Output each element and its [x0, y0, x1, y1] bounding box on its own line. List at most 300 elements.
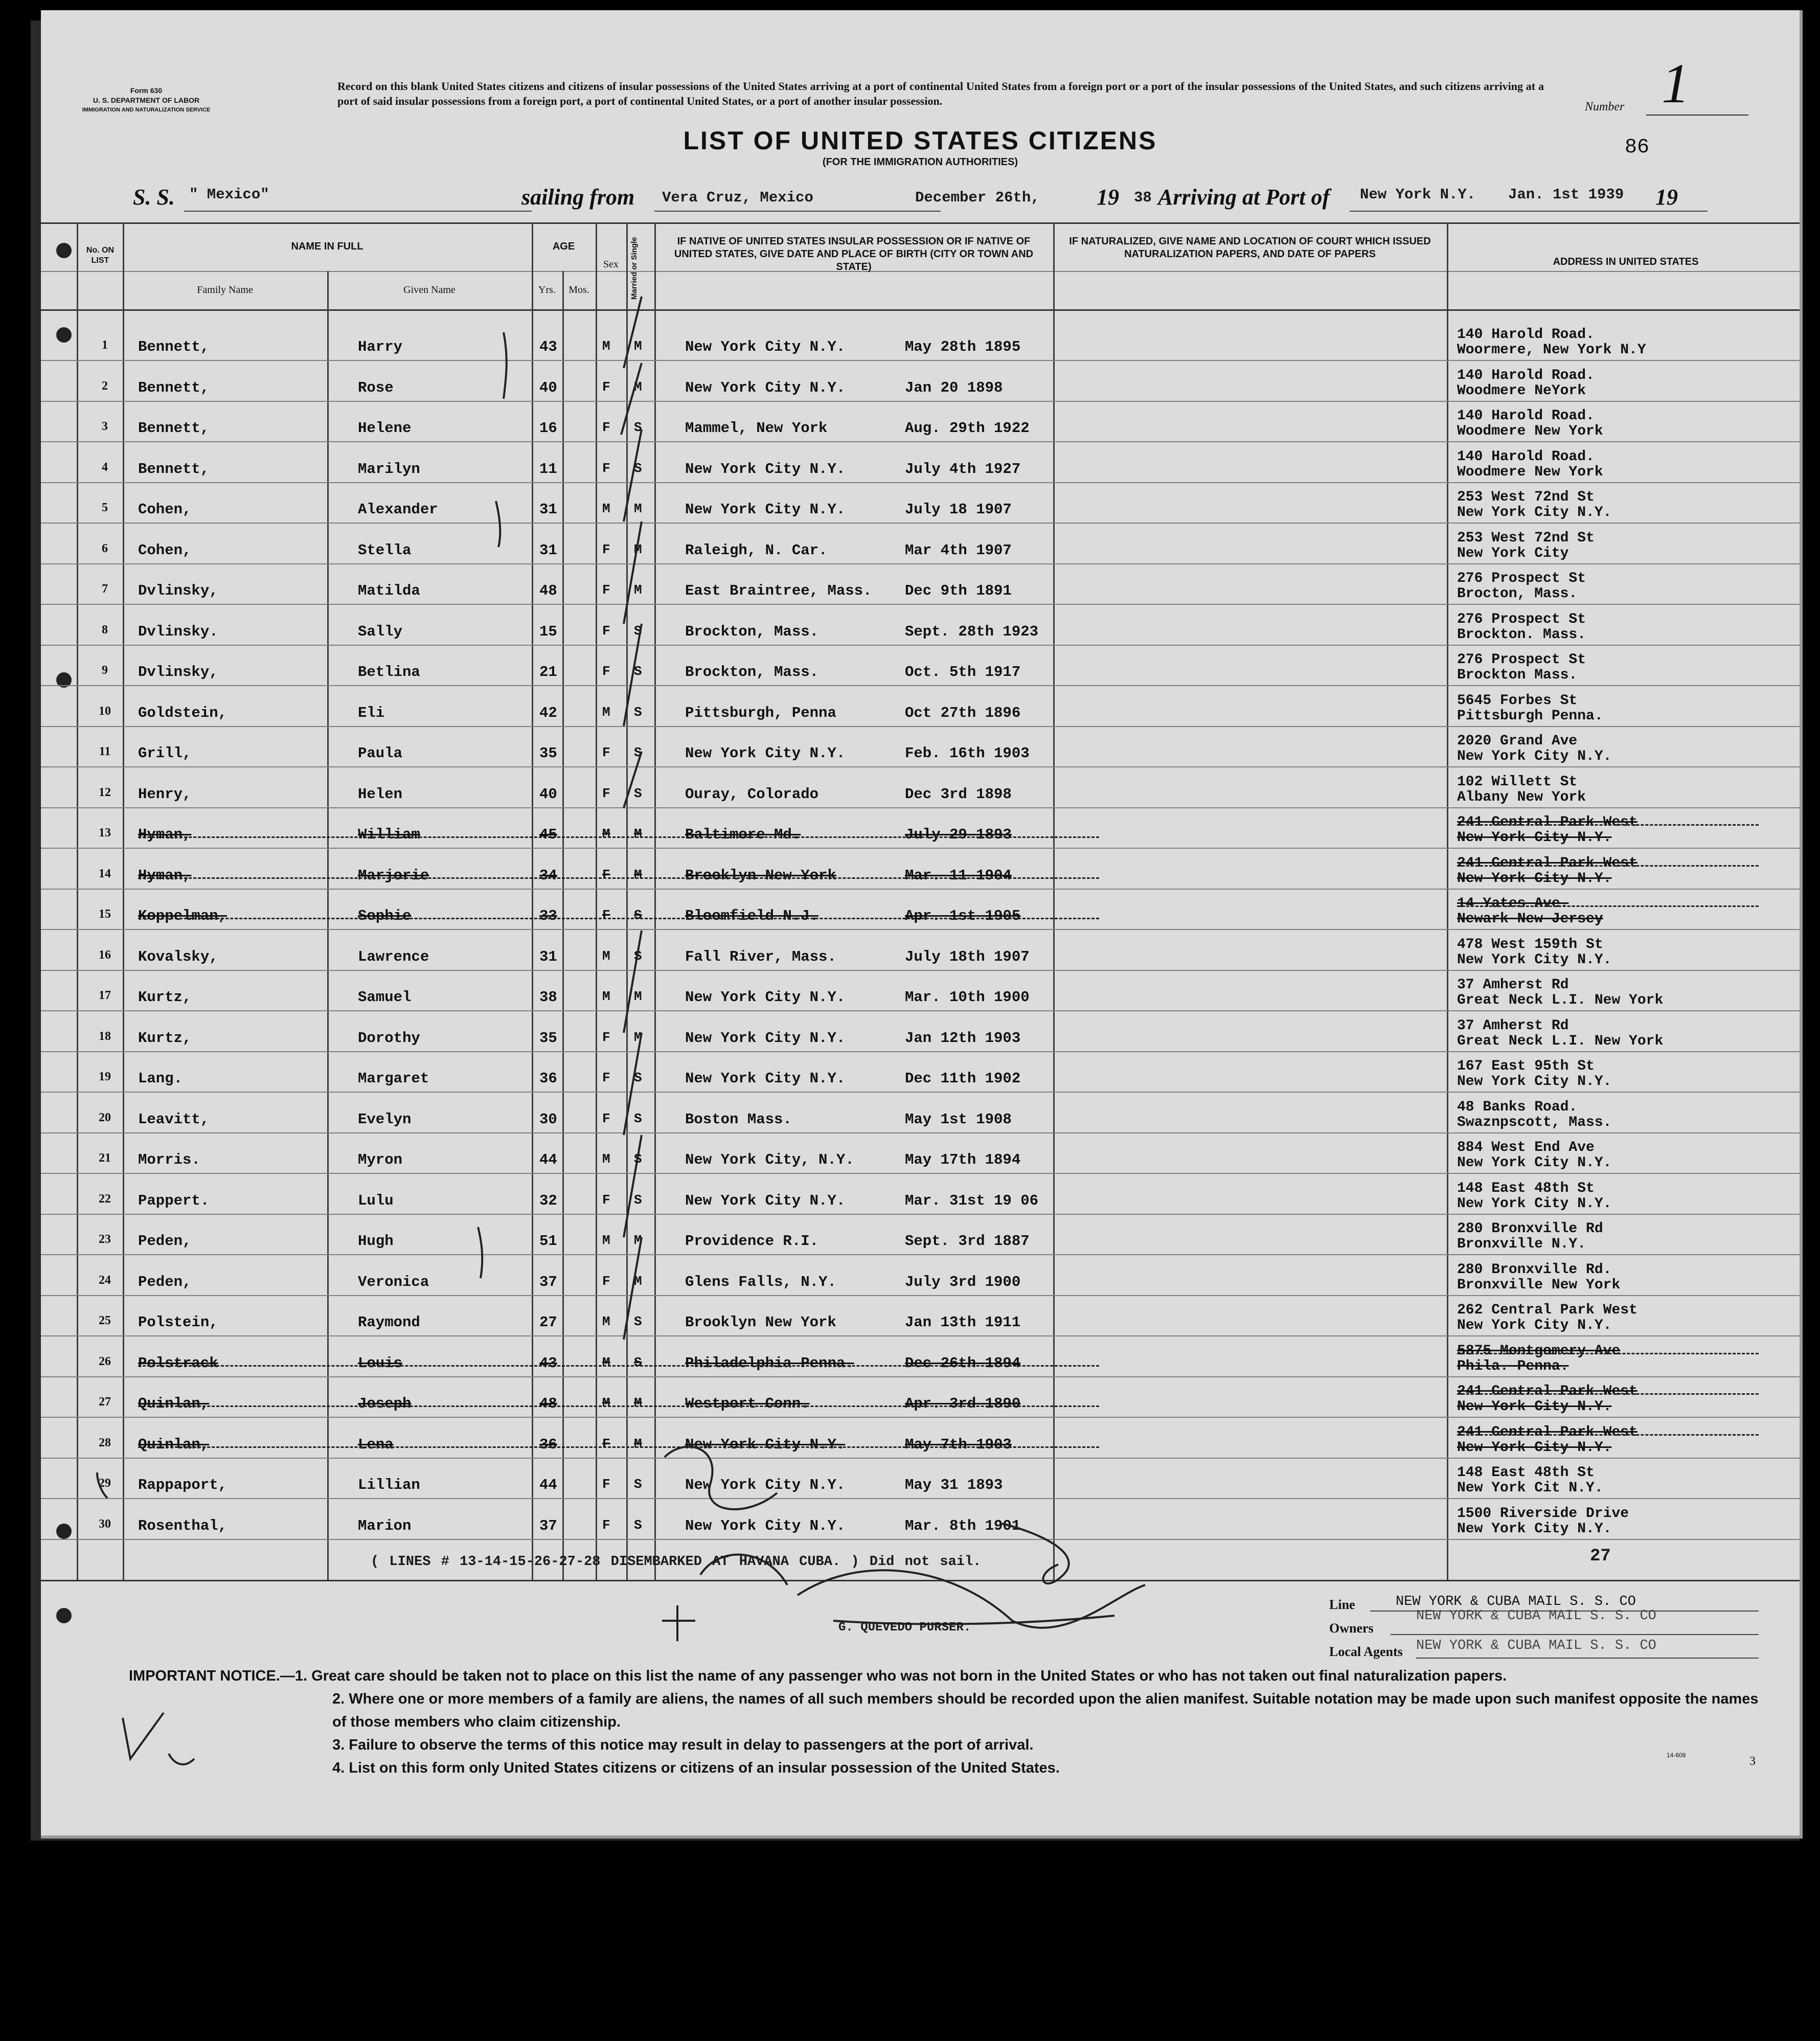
number-value: 1	[1662, 52, 1690, 115]
marital-status: S	[634, 1355, 642, 1370]
birth-place: Glens Falls, N.Y.	[685, 1274, 836, 1290]
address-city: Pittsburgh Penna.	[1457, 708, 1603, 724]
address-city: New York City	[1457, 546, 1569, 561]
age-years: 43	[539, 338, 557, 355]
family-name: Dvlinsky.	[138, 623, 218, 640]
important-notice	[129, 1665, 1765, 1780]
address-street: 276 Prospect St	[1457, 611, 1586, 627]
given-name: Stella	[358, 542, 412, 559]
address-street: 262 Central Park West	[1457, 1302, 1637, 1318]
agents-underline	[1416, 1658, 1759, 1659]
given-name: Harry	[358, 338, 403, 355]
address-street: 241 Central Park West	[1457, 814, 1637, 830]
given-name: Sophie	[358, 908, 412, 924]
address-street: 140 Harold Road.	[1457, 327, 1595, 343]
row-number: 5	[102, 501, 108, 514]
row-number: 27	[99, 1395, 111, 1409]
birth-place: Philadelphia Penna.	[685, 1355, 854, 1372]
address-city: New York City N.Y.	[1457, 952, 1612, 968]
header-no: No. ON LIST	[86, 246, 115, 265]
address-city: New York City N.Y.	[1457, 830, 1612, 846]
sailing-from: Vera Cruz, Mexico	[662, 189, 813, 206]
row-number: 3	[102, 420, 108, 433]
birth-place: New York City N.Y.	[685, 1477, 846, 1493]
marital-status: S	[634, 705, 642, 720]
birth-place: Mammel, New York	[685, 420, 828, 437]
birth-place: Bloomfield N.J.	[685, 908, 819, 924]
row-number: 14	[99, 867, 111, 880]
family-name: Kurtz,	[138, 1030, 192, 1047]
address-street: 2020 Grand Ave	[1457, 733, 1578, 749]
row-number: 16	[99, 948, 111, 962]
marital-status: S	[634, 908, 642, 923]
birth-date: Oct 27th 1896	[905, 705, 1021, 721]
address-street: 14 Yates Ave.	[1457, 896, 1569, 912]
given-name: Lena	[358, 1436, 394, 1453]
address-city: Great Neck L.I. New York	[1457, 992, 1664, 1008]
given-name: Raymond	[358, 1314, 420, 1331]
marital-status: M	[634, 501, 642, 516]
given-name: Marion	[358, 1517, 412, 1534]
sex: F	[602, 1070, 610, 1085]
given-name: Marjorie	[358, 867, 429, 884]
sex: F	[602, 420, 610, 435]
marital-status: S	[634, 420, 642, 435]
given-name: Sally	[358, 623, 403, 640]
sex: M	[602, 501, 610, 516]
row-number: 19	[99, 1070, 111, 1083]
marital-status: M	[634, 826, 642, 842]
given-name: Rose	[358, 379, 394, 396]
owners-value: NEW YORK & CUBA MAIL S. S. CO	[1416, 1608, 1656, 1624]
birth-date: May 1st 1908	[905, 1111, 1012, 1128]
row-number: 2	[102, 379, 108, 393]
family-name: Dvlinsky,	[138, 664, 218, 681]
address-street: 884 West End Ave	[1457, 1140, 1595, 1155]
page-title: LIST OF UNITED STATES CITIZENS	[683, 126, 1157, 155]
given-name: Alexander	[358, 501, 438, 518]
birth-date: Oct. 5th 1917	[905, 664, 1021, 681]
birth-date: Dec 3rd 1898	[905, 786, 1012, 803]
address-street: 140 Harold Road.	[1457, 368, 1595, 383]
family-name: Hyman,	[138, 867, 192, 884]
header-married: Married or Single	[630, 237, 639, 300]
marital-status: M	[634, 867, 642, 882]
birth-place: New York City N.Y.	[685, 1030, 846, 1047]
header-given: Given Name	[403, 284, 456, 296]
address-city: Albany New York	[1457, 789, 1586, 805]
address-city: New York City N.Y.	[1457, 1521, 1612, 1537]
address-street: 140 Harold Road.	[1457, 449, 1595, 465]
header-yrs: Yrs.	[538, 284, 556, 296]
birth-date: July 18 1907	[905, 501, 1012, 518]
age-years: 44	[539, 1151, 557, 1168]
age-years: 48	[539, 1395, 557, 1412]
marital-status: M	[634, 542, 642, 557]
family-name: Kurtz,	[138, 989, 192, 1006]
given-name: Helen	[358, 786, 403, 803]
given-name: Marilyn	[358, 461, 420, 478]
marital-status: S	[634, 664, 642, 679]
family-name: Goldstein,	[138, 705, 228, 721]
marital-status: S	[634, 623, 642, 639]
address-street: 241 Central Park West	[1457, 1384, 1637, 1399]
address-city: New York City N.Y.	[1457, 1196, 1612, 1212]
address-street: 241 Central Park West	[1457, 1424, 1637, 1440]
address-city: Woormere, New York N.Y	[1457, 342, 1646, 358]
notice-item-2: 2. Where one or more members of a family are aliens, the names of all such members should be recorded upon the alien manifest. Suitable notation may be made upon such manifest opposite the names of those members who claim citizenship.	[332, 1691, 1759, 1730]
address-street: 241 Central Park West	[1457, 855, 1637, 871]
birth-place: Fall River, Mass.	[685, 948, 836, 965]
sex: F	[602, 461, 610, 476]
age-years: 51	[539, 1233, 557, 1250]
marital-status: M	[634, 1233, 642, 1248]
given-name: Lawrence	[358, 948, 429, 965]
address-city: New York City N.Y.	[1457, 1074, 1612, 1090]
row-number: 15	[99, 908, 111, 921]
row-number: 22	[99, 1192, 111, 1206]
given-name: Paula	[358, 745, 403, 762]
birth-place: New York City N.Y.	[685, 338, 846, 355]
address-street: 37 Amherst Rd	[1457, 977, 1569, 993]
notice-item-3: 3. Failure to observe the terms of this notice may result in delay to passengers at the port of arrival.	[332, 1737, 1034, 1753]
stamp-number: 86	[1625, 136, 1650, 159]
marital-status: M	[634, 582, 642, 598]
family-name: Bennett,	[138, 461, 210, 478]
row-number: 18	[99, 1030, 111, 1043]
row-number: 23	[99, 1233, 111, 1246]
birth-place: Baltimore Md.	[685, 826, 801, 843]
sex: F	[602, 1030, 610, 1045]
row-number: 20	[99, 1111, 111, 1124]
row-number: 28	[99, 1436, 111, 1449]
birth-date: Mar. 31st 19 06	[905, 1192, 1039, 1209]
birth-date: Jan 12th 1903	[905, 1030, 1021, 1047]
form-number: Form 630	[130, 86, 163, 95]
header-mos: Mos.	[568, 284, 589, 296]
birth-date: May 7th 1903	[905, 1436, 1012, 1453]
given-name: Myron	[358, 1151, 403, 1168]
marital-status: M	[634, 1030, 642, 1045]
birth-date: Dec 11th 1902	[905, 1070, 1021, 1087]
address-street: 253 West 72nd St	[1457, 530, 1595, 546]
birth-date: Dec 9th 1891	[905, 582, 1012, 599]
given-name: Samuel	[358, 989, 412, 1006]
marital-status: M	[634, 379, 642, 395]
age-years: 36	[539, 1436, 557, 1453]
ship-name: " Mexico"	[189, 186, 269, 203]
birth-place: New York City N.Y.	[685, 1070, 846, 1087]
arrival-port: New York N.Y.	[1360, 186, 1476, 203]
line-value: NEW YORK & CUBA MAIL S. S. CO	[1396, 1594, 1636, 1609]
address-city: New York City N.Y.	[1457, 1318, 1612, 1333]
birth-date: Aug. 29th 1922	[905, 420, 1030, 437]
age-years: 32	[539, 1192, 557, 1209]
header-address: ADDRESS IN UNITED STATES	[1553, 256, 1699, 267]
family-name: Cohen,	[138, 542, 192, 559]
birth-date: Apr. 1st 1905	[905, 908, 1021, 924]
birth-date: July 18th 1907	[905, 948, 1030, 965]
given-name: Eli	[358, 705, 385, 721]
family-name: Bennett,	[138, 338, 210, 355]
sex: M	[602, 1395, 610, 1411]
family-name: Grill,	[138, 745, 192, 762]
row-number: 7	[102, 582, 108, 596]
given-name: Lulu	[358, 1192, 394, 1209]
sex: F	[602, 908, 610, 923]
age-years: 37	[539, 1274, 557, 1290]
birth-place: Providence R.I.	[685, 1233, 819, 1250]
address-city: New York City N.Y.	[1457, 871, 1612, 887]
header-age: AGE	[552, 241, 575, 252]
marital-status: S	[634, 948, 642, 964]
age-years: 16	[539, 420, 557, 437]
birth-date: Mar. 11 1904	[905, 867, 1012, 884]
birth-date: Dec 26th 1894	[905, 1355, 1021, 1372]
address-city: New York City N.Y.	[1457, 749, 1612, 764]
address-city: Newark New Jersey	[1457, 911, 1603, 927]
notice-item-1: IMPORTANT NOTICE.—1. Great care should be taken not to place on this list the name of any passenger who was not born in the United States or who has not taken out final naturalization papers.	[129, 1668, 1507, 1684]
marital-status: S	[634, 1477, 642, 1492]
arrival-date: Jan. 1st 1939	[1508, 186, 1624, 203]
age-years: 27	[539, 1314, 557, 1331]
birth-place: New York City, N.Y.	[685, 1151, 854, 1168]
sex: M	[602, 1151, 610, 1167]
address-street: 167 East 95th St	[1457, 1058, 1595, 1074]
address-street: 280 Bronxville Rd.	[1457, 1262, 1612, 1278]
sailing-date: December 26th,	[915, 189, 1040, 206]
row-number: 1	[102, 338, 108, 352]
family-name: Cohen,	[138, 501, 192, 518]
address-city: Phila. Penna.	[1457, 1358, 1569, 1374]
address-street: 253 West 72nd St	[1457, 489, 1595, 505]
sex: F	[602, 582, 610, 598]
family-name: Rosenthal,	[138, 1517, 228, 1534]
given-name: Joseph	[358, 1395, 412, 1412]
year-prefix: 19	[1097, 185, 1119, 210]
family-name: Bennett,	[138, 379, 210, 396]
sex: F	[602, 1517, 610, 1533]
address-city: Bronxville New York	[1457, 1277, 1621, 1293]
page-subtitle: (FOR THE IMMIGRATION AUTHORITIES)	[822, 156, 1018, 168]
family-name: Henry,	[138, 786, 192, 803]
age-years: 48	[539, 582, 557, 599]
birth-date: May 31 1893	[905, 1477, 1003, 1493]
family-name: Quinlan,	[138, 1436, 210, 1453]
sex: F	[602, 1274, 610, 1289]
sex: F	[602, 1192, 610, 1208]
birth-date: May 17th 1894	[905, 1151, 1021, 1168]
given-name: Matilda	[358, 582, 420, 599]
family-name: Peden,	[138, 1233, 192, 1250]
age-years: 31	[539, 948, 557, 965]
birth-place: New York City N.Y.	[685, 1192, 846, 1209]
family-name: Dvlinsky,	[138, 582, 218, 599]
marital-status: M	[634, 1395, 642, 1411]
sex: F	[602, 379, 610, 395]
birth-date: July 29 1893	[905, 826, 1012, 843]
birth-date: Jan 20 1898	[905, 379, 1003, 396]
department: U. S. DEPARTMENT OF LABOR	[93, 96, 200, 104]
address-street: 148 East 48th St	[1457, 1181, 1595, 1196]
address-city: Great Neck L.I. New York	[1457, 1033, 1664, 1049]
header-name: NAME IN FULL	[291, 241, 363, 252]
family-name: Polstein,	[138, 1314, 218, 1331]
address-city: New York City N.Y.	[1457, 1399, 1612, 1415]
marital-status: S	[634, 461, 642, 476]
age-years: 38	[539, 989, 557, 1006]
family-name: Hyman,	[138, 826, 192, 843]
birth-date: July 4th 1927	[905, 461, 1021, 478]
marital-status: S	[634, 1192, 642, 1208]
owners-underline	[1391, 1634, 1759, 1635]
family-name: Bennett,	[138, 420, 210, 437]
row-number: 26	[99, 1355, 111, 1368]
family-name: Peden,	[138, 1274, 192, 1290]
address-street: 140 Harold Road.	[1457, 408, 1595, 424]
row-number: 9	[102, 664, 108, 677]
row-number: 6	[102, 542, 108, 555]
notice-item-4: 4. List on this form only United States citizens or citizens of an insular possession of the United States.	[332, 1760, 1060, 1776]
age-years: 40	[539, 786, 557, 803]
birth-date: Sept. 28th 1923	[905, 623, 1039, 640]
given-name: Lillian	[358, 1477, 420, 1493]
sex: M	[602, 948, 610, 964]
arrival-year-suffix: 19	[1655, 185, 1678, 210]
row-number: 29	[99, 1477, 111, 1490]
service: IMMIGRATION AND NATURALIZATION SERVICE	[82, 107, 211, 113]
birth-place: Pittsburgh, Penna	[685, 705, 836, 721]
marital-status: S	[634, 1151, 642, 1167]
marital-status: M	[634, 1436, 642, 1452]
family-name: Pappert.	[138, 1192, 210, 1209]
address-street: 148 East 48th St	[1457, 1465, 1595, 1481]
address-street: 276 Prospect St	[1457, 652, 1586, 668]
birth-date: Mar. 8th 1901	[905, 1517, 1021, 1534]
address-city: Woodmere NeYork	[1457, 383, 1586, 399]
marital-status: S	[634, 1111, 642, 1126]
age-years: 44	[539, 1477, 557, 1493]
birth-place: Brockton, Mass.	[685, 664, 819, 681]
margin-mark: 3	[1749, 1755, 1756, 1768]
row-number: 24	[99, 1274, 111, 1287]
address-city: Bronxville N.Y.	[1457, 1236, 1586, 1252]
birth-date: Feb. 16th 1903	[905, 745, 1030, 762]
age-years: 15	[539, 623, 557, 640]
sex: F	[602, 745, 610, 760]
address-city: Woodmere New York	[1457, 464, 1603, 480]
address-city: Swaznpscott, Mass.	[1457, 1115, 1612, 1130]
marital-status: S	[634, 1517, 642, 1533]
given-name: William	[358, 826, 420, 843]
sex: F	[602, 664, 610, 679]
birth-date: May 28th 1895	[905, 338, 1021, 355]
sex: F	[602, 623, 610, 639]
agents-value: NEW YORK & CUBA MAIL S. S. CO	[1416, 1638, 1656, 1653]
header-birth: IF NATIVE OF UNITED STATES INSULAR POSSESSION OR IF NATIVE OF UNITED STATES, GIVE DATE AND PLACE OF BIRTH (CITY OR TOWN AND STATE)	[674, 236, 1034, 273]
birth-place: Westport Conn.	[685, 1395, 810, 1412]
birth-place: New York City N.Y.	[685, 989, 846, 1006]
birth-date: Sept. 3rd 1887	[905, 1233, 1030, 1250]
age-years: 31	[539, 542, 557, 559]
form-code: 14-608	[1667, 1752, 1686, 1759]
header-sex: Sex	[603, 259, 619, 270]
sex: M	[602, 1233, 610, 1248]
row-number: 4	[102, 461, 108, 474]
arriving-label: Arriving at Port of	[1158, 185, 1330, 210]
address-street: 280 Bronxville Rd	[1457, 1221, 1603, 1237]
birth-place: New York City N.Y.	[685, 501, 846, 518]
address-city: Brocton, Mass.	[1457, 586, 1578, 602]
birth-place: Brockton, Mass.	[685, 623, 819, 640]
sex: F	[602, 1477, 610, 1492]
sex: M	[602, 1314, 610, 1329]
row-number: 8	[102, 623, 108, 637]
address-street: 102 Willett St	[1457, 774, 1578, 790]
passenger-count: 27	[1590, 1547, 1611, 1566]
age-years: 11	[539, 461, 557, 478]
address-street: 37 Amherst Rd	[1457, 1018, 1569, 1034]
row-number: 30	[99, 1517, 111, 1531]
agents-label: Local Agents	[1329, 1644, 1403, 1659]
address-city: New York City N.Y.	[1457, 1440, 1612, 1456]
address-street: 276 Prospect St	[1457, 571, 1586, 586]
family-name: Quinlan,	[138, 1395, 210, 1412]
birth-place: Raleigh, N. Car.	[685, 542, 828, 559]
age-years: 30	[539, 1111, 557, 1128]
marital-status: S	[634, 1314, 642, 1329]
sex: M	[602, 826, 610, 842]
age-years: 33	[539, 908, 557, 924]
address-city: Woodmere New York	[1457, 423, 1603, 439]
row-number: 11	[99, 745, 111, 758]
sex: M	[602, 338, 610, 354]
marital-status: S	[634, 1070, 642, 1085]
family-name: Morris.	[138, 1151, 200, 1168]
ss-label: S. S.	[133, 185, 175, 210]
birth-date: Mar. 10th 1900	[905, 989, 1030, 1006]
birth-place: Boston Mass.	[685, 1111, 792, 1128]
sex: F	[602, 867, 610, 882]
age-years: 35	[539, 745, 557, 762]
birth-place: New York City N.Y.	[685, 1436, 846, 1453]
sex: M	[602, 1355, 610, 1370]
given-name: Helene	[358, 420, 412, 437]
age-years: 45	[539, 826, 557, 843]
birth-date: July 3rd 1900	[905, 1274, 1021, 1290]
age-years: 43	[539, 1355, 557, 1372]
row-number: 17	[99, 989, 111, 1002]
birth-place: New York City N.Y.	[685, 461, 846, 478]
header-family: Family Name	[197, 284, 253, 296]
given-name: Evelyn	[358, 1111, 412, 1128]
notice-heading: IMPORTANT NOTICE.	[129, 1668, 280, 1684]
marital-status: M	[634, 989, 642, 1004]
address-street: 48 Banks Road.	[1457, 1099, 1578, 1115]
given-name: Margaret	[358, 1070, 429, 1087]
birth-place: East Braintree, Mass.	[685, 582, 872, 599]
marital-status: M	[634, 1274, 642, 1289]
family-name: Rappaport,	[138, 1477, 228, 1493]
address-city: Brockton Mass.	[1457, 667, 1578, 683]
purser-name: G. QUEVEDO PURSER.	[838, 1621, 971, 1635]
age-years: 40	[539, 379, 557, 396]
given-name: Dorothy	[358, 1030, 420, 1047]
row-number: 13	[99, 826, 111, 840]
age-years: 31	[539, 501, 557, 518]
header-naturalized: IF NATURALIZED, GIVE NAME AND LOCATION OF COURT WHICH ISSUED NATURALIZATION PAPERS, AND DATE OF PAPERS	[1069, 236, 1431, 260]
sex: F	[602, 1111, 610, 1126]
